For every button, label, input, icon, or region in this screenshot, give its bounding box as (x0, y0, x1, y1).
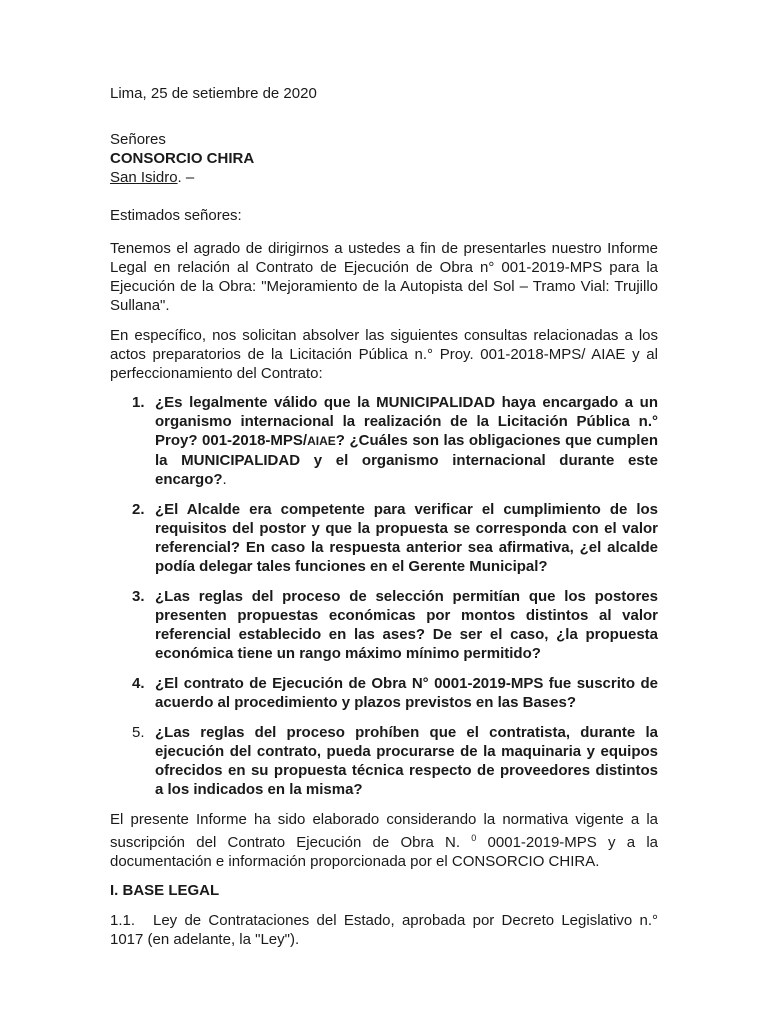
closing-text-a: El presente Informe ha sido elaborado considerando la normativa vigente a la suscripción del Contrato Ejecución de Obra N. (110, 811, 658, 851)
addressee-block (110, 130, 658, 187)
question-number: 5. (132, 724, 145, 741)
legal-item-number: 1.1. (110, 912, 136, 929)
question-item (110, 500, 658, 576)
question-number: 3. (132, 588, 145, 605)
question-text-small: AIAE (307, 434, 336, 448)
section-heading: I. BASE LEGAL (110, 882, 220, 899)
question-item (110, 674, 658, 712)
letter-page (110, 84, 658, 949)
question-item (110, 393, 658, 489)
addressee-company: CONSORCIO CHIRA (110, 150, 255, 167)
question-number: 2. (132, 501, 145, 518)
questions-list (110, 393, 658, 799)
question-text: ¿Las reglas del proceso prohíben que el contratista, durante la ejecución del contrato, pueda procurarse de la maquinaria y equipos ofrecidos en su propuesta técnica respecto de proveedores distintos a los indicados en la misma? (155, 724, 658, 798)
intro-paragraph: Tenemos el agrado de dirigirnos a ustedes a fin de presentarles nuestro Informe Legal en relación al Contrato de Ejecución de Obra n° 001-2019-MPS para la Ejecución de la Obra: "Mejoramiento de la Autopista del Sol – Tramo Vial: Trujillo Sullana". (110, 240, 658, 314)
greeting: Estimados señores: (110, 207, 242, 224)
question-text: ¿El Alcalde era competente para verificar el cumplimiento de los requisitos del postor y que la propuesta se corresponda con el valor referencial? En caso la respuesta anterior sea afirmativa, ¿el alcalde podía delegar tales funciones en el Gerente Municipal? (155, 501, 658, 575)
question-number: 1. (132, 394, 145, 411)
closing-text-b: 0001-2019-MPS y a la documentación e información proporcionada por el CONSORCIO CHIRA. (110, 834, 658, 870)
question-text-tail: . (222, 471, 227, 488)
question-item (110, 723, 658, 799)
question-text-part: ¿Es legalmente válido que la MUNICIPALIDAD haya encargado a un organismo internacional la realización de la Licitación Pública n.° Proy? 001-2018-MPS/ (155, 394, 658, 449)
question-text: ¿El contrato de Ejecución de Obra N° 0001-2019-MPS fue suscrito de acuerdo al procedimiento y plazos previstos en las Bases? (155, 675, 658, 711)
question-item (110, 587, 658, 663)
question-number: 4. (132, 675, 145, 692)
closing-superscript: 0 (471, 833, 477, 843)
legal-item-text: Ley de Contrataciones del Estado, aprobada por Decreto Legislativo n.° 1017 (en adelante, la "Ley"). (110, 912, 658, 948)
addressee-city-line (110, 168, 658, 187)
addressee-city-suffix: . – (177, 169, 195, 186)
question-text: ¿Las reglas del proceso de selección permitían que los postores presenten propuestas económicas por montos distintos al valor referencial establecido en las ases? De ser el caso, ¿la propuesta económica tiene un rango máximo mínimo permitido? (155, 588, 658, 662)
queries-paragraph: En específico, nos solicitan absolver las siguientes consultas relacionadas a los actos preparatorios de la Licitación Pública n.° Proy. 001-2018-MPS/ AIAE y al perfeccionamiento del Contrato: (110, 327, 658, 382)
legal-item (110, 911, 658, 949)
letter-date: Lima, 25 de setiembre de 2020 (110, 85, 317, 102)
closing-paragraph (110, 810, 658, 871)
addressee-city: San Isidro (110, 169, 178, 186)
question-text-part: ? ¿Cuáles son las obligaciones que cumplen la MUNICIPALIDAD y el organismo internacional durante este encargo? (155, 432, 658, 488)
addressee-salutation: Señores (110, 131, 166, 148)
